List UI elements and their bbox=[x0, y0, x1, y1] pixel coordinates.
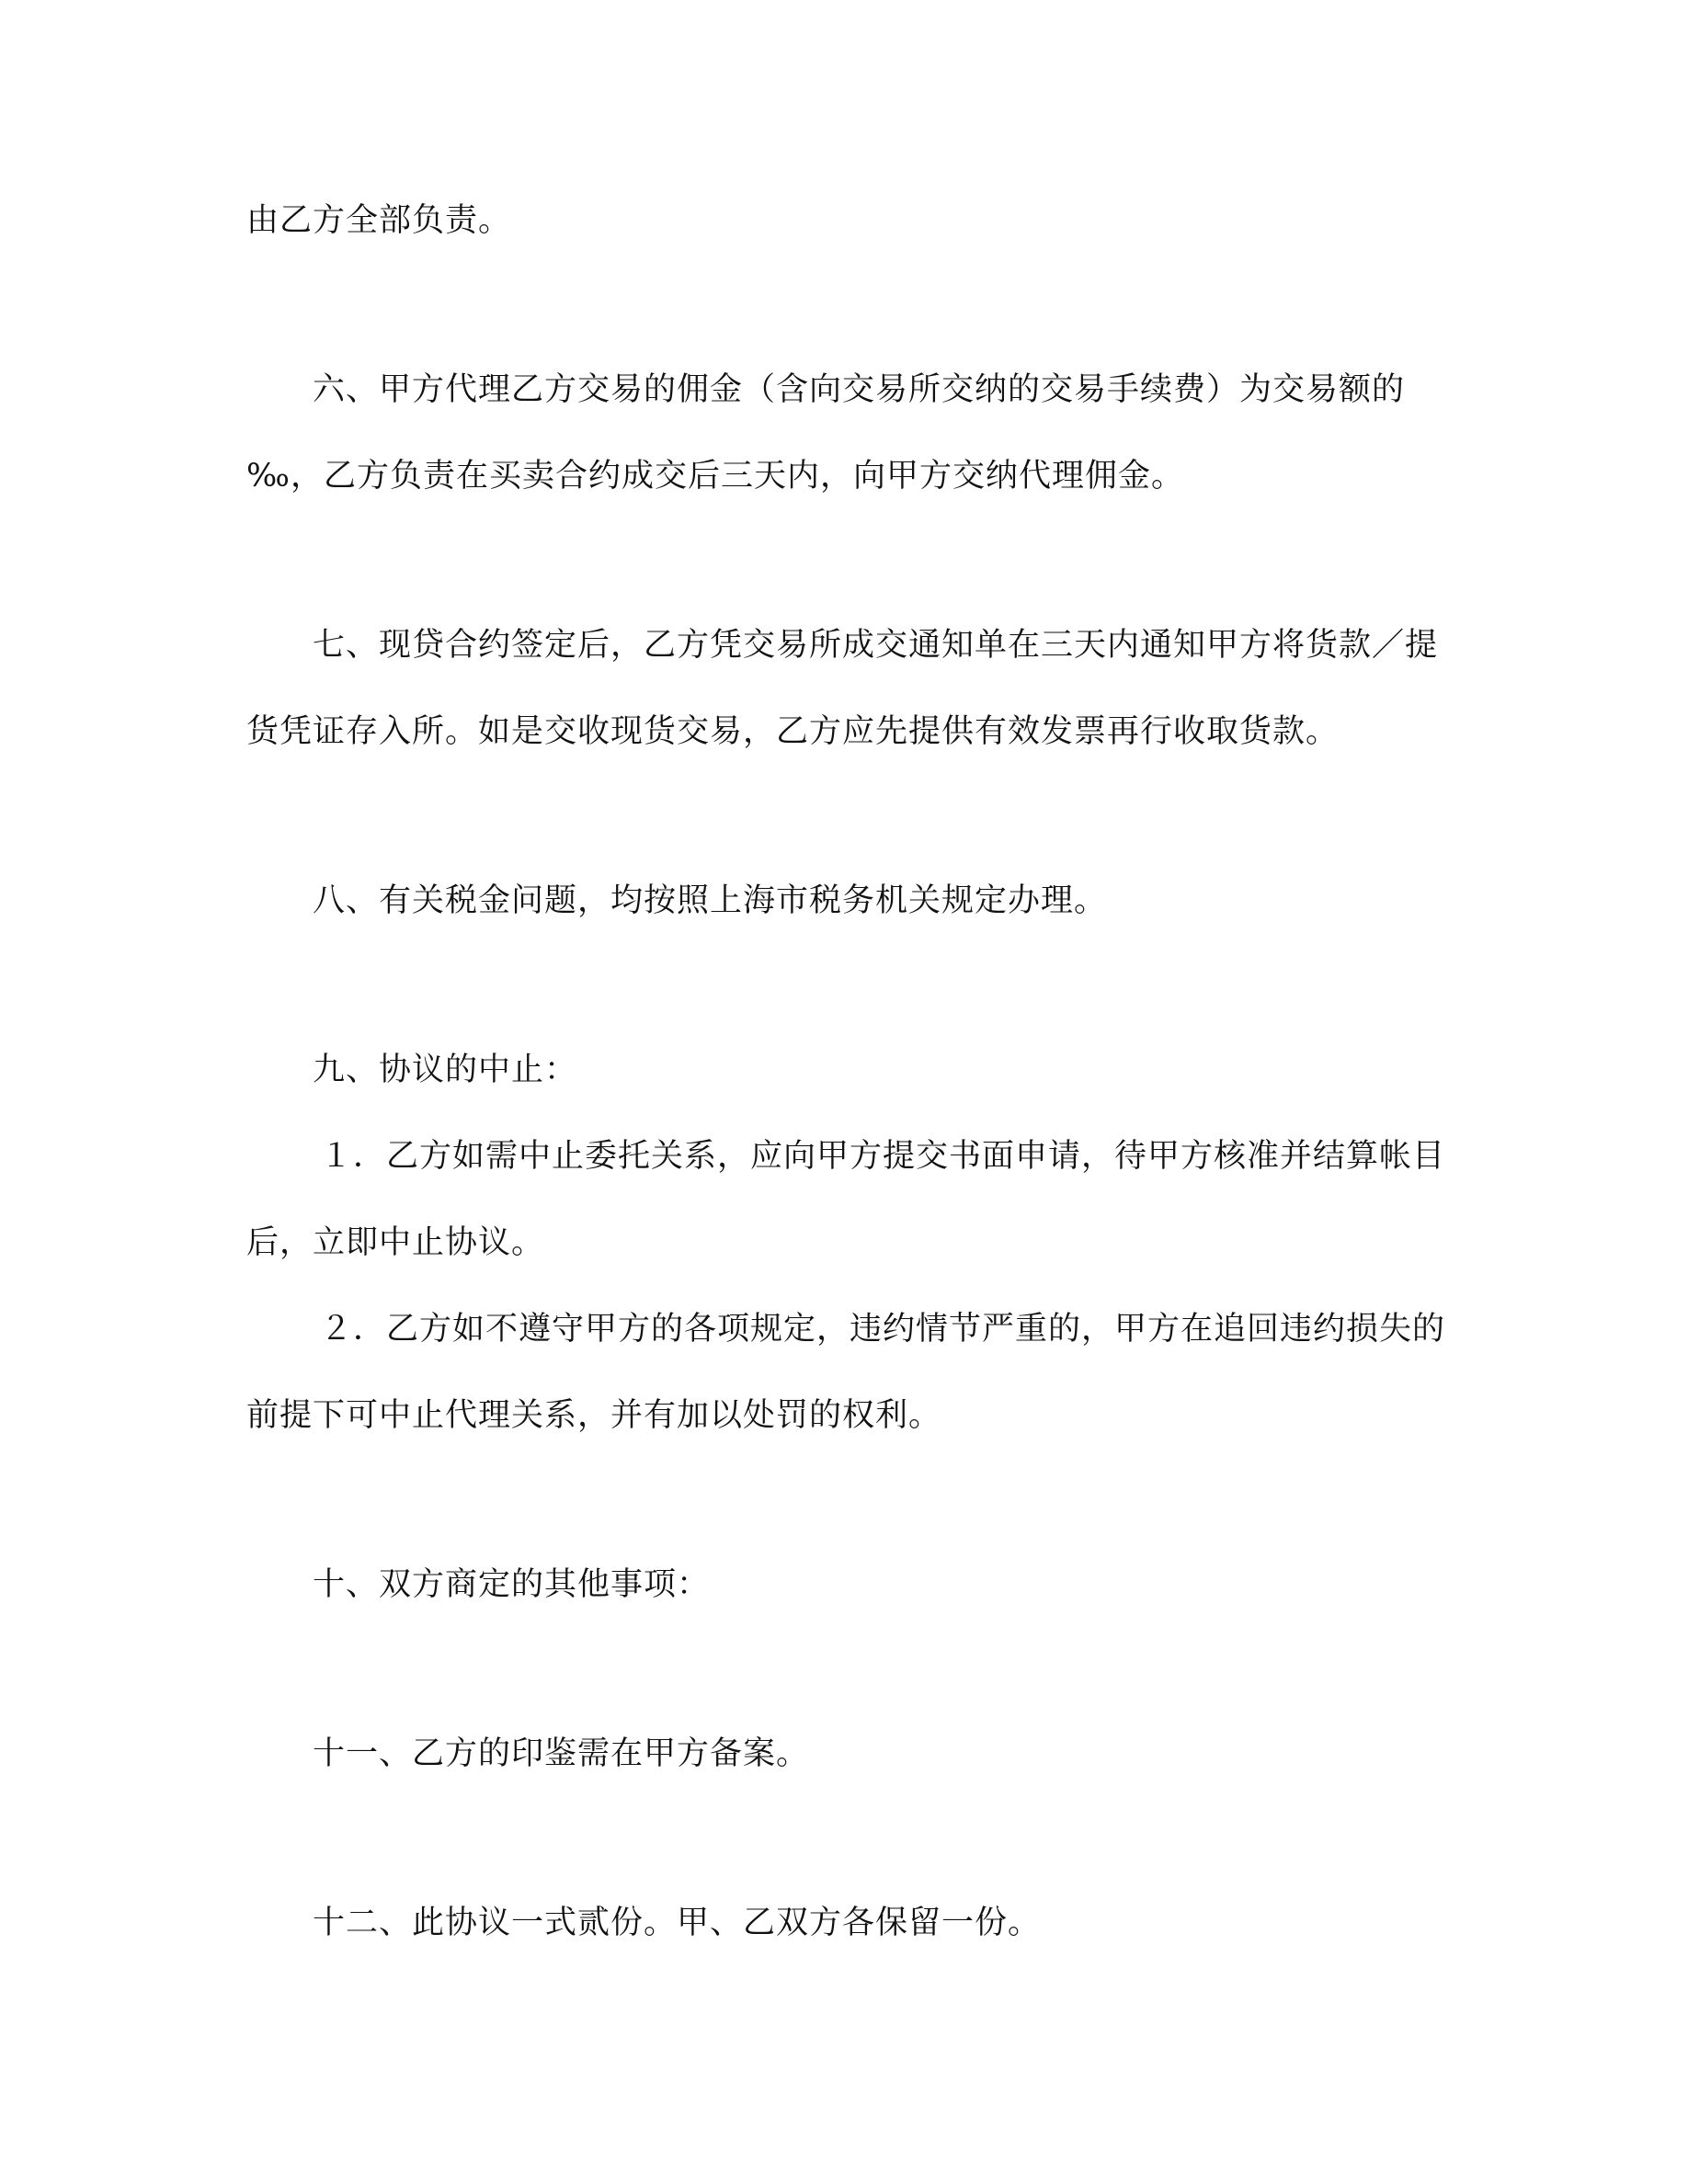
text-line-1: 由乙方全部负责。 bbox=[246, 202, 512, 239]
text-line-11: 前提下可中止代理关系，并有加以处罚的权利。 bbox=[246, 1397, 942, 1434]
text-line-8: １．乙方如需中止委托关系，应向甲方提交书面申请，待甲方核准并结算帐目 bbox=[320, 1138, 1446, 1175]
text-line-6: 八、有关税金问题，均按照上海市税务机关规定办理。 bbox=[313, 882, 1108, 919]
text-line-10: ２．乙方如不遵守甲方的各项规定，违约情节严重的，甲方在追回违约损失的 bbox=[320, 1311, 1446, 1348]
text-line-5: 货凭证存入所。如是交收现货交易，乙方应先提供有效发票再行收取货款。 bbox=[246, 713, 1340, 750]
text-line-4: 七、现贷合约签定后，乙方凭交易所成交通知单在三天内通知甲方将货款／提 bbox=[313, 627, 1439, 664]
text-line-13: 十一、乙方的印鉴需在甲方备案。 bbox=[313, 1735, 810, 1772]
text-line-14: 十二、此协议一式贰份。甲、乙双方各保留一份。 bbox=[313, 1905, 1042, 1941]
text-line-12: 十、双方商定的其他事项： bbox=[313, 1566, 711, 1603]
text-line-3: ‰，乙方负责在买卖合约成交后三天内，向甲方交纳代理佣金。 bbox=[246, 458, 1184, 495]
text-line-2: 六、甲方代理乙方交易的佣金（含向交易所交纳的交易手续费）为交易额的 bbox=[313, 371, 1406, 408]
text-line-7: 九、协议的中止： bbox=[313, 1052, 578, 1088]
text-line-9: 后，立即中止协议。 bbox=[246, 1224, 545, 1261]
